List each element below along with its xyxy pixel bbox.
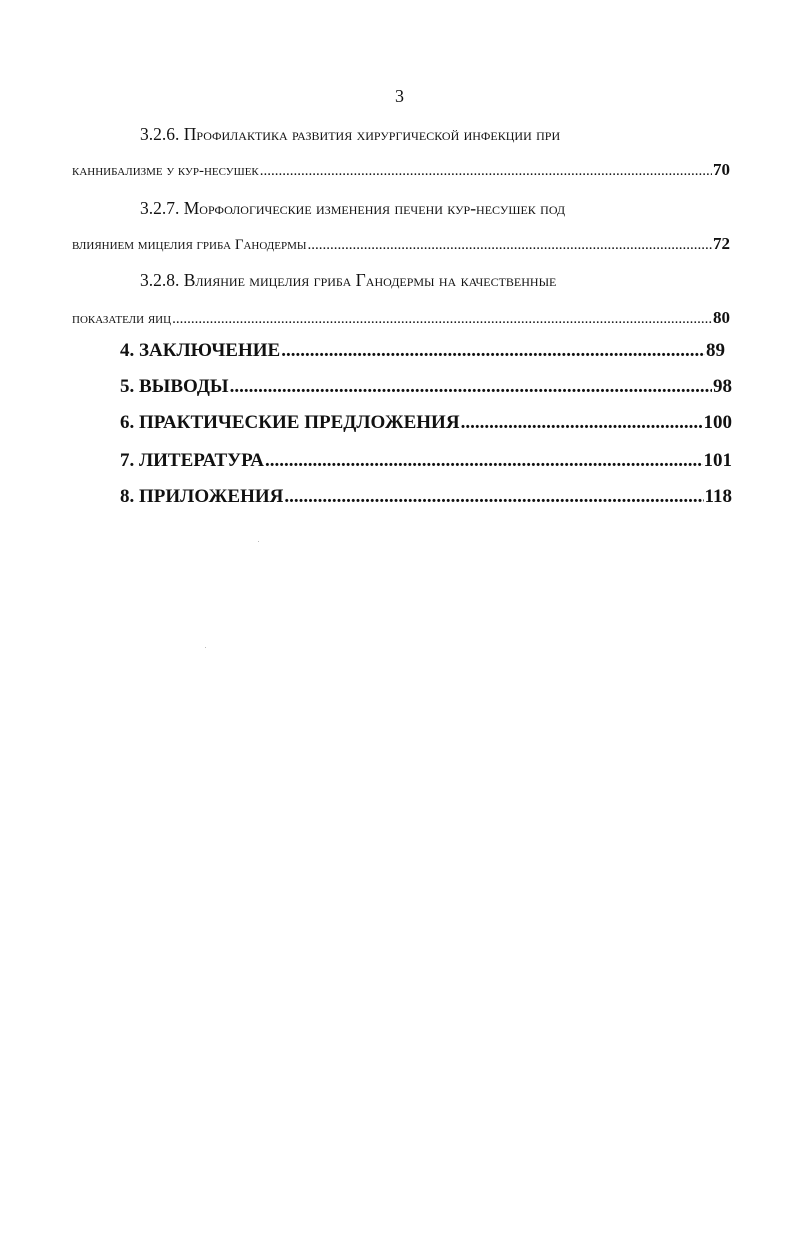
toc-main-entry-literature <box>120 450 732 472</box>
toc-entry-title-line2: показатели яиц <box>72 311 172 327</box>
toc-entry-3-2-7-continuation <box>72 234 730 254</box>
toc-entry-title-line1: Морфологические изменения печени кур-несушек под <box>183 198 566 218</box>
toc-main-entry-page: 100 <box>703 412 732 433</box>
toc-entry-title-line1: Профилактика развития хирургической инфекции при <box>183 124 561 144</box>
scan-speck <box>258 541 259 542</box>
toc-main-entry-label: 4. ЗАКЛЮЧЕНИЕ <box>120 340 281 361</box>
dot-leader <box>260 163 712 180</box>
toc-main-entry-page: 89 <box>706 340 725 361</box>
dot-leader <box>284 486 703 508</box>
toc-main-entry-appendices <box>120 486 732 508</box>
dot-leader <box>281 340 705 362</box>
toc-entry-number: 3.2.8. <box>140 270 180 290</box>
toc-entry-3-2-8-title <box>140 270 556 291</box>
toc-main-entry-conclusions <box>120 376 732 398</box>
dot-leader <box>265 450 702 472</box>
dot-leader <box>172 311 712 328</box>
toc-entry-page: 70 <box>713 160 730 179</box>
toc-entry-3-2-6-continuation <box>72 160 730 180</box>
toc-main-entry-label: 5. ВЫВОДЫ <box>120 376 229 397</box>
toc-main-entry-conclusion <box>120 340 725 362</box>
toc-entry-3-2-8-continuation <box>72 308 730 328</box>
dot-leader <box>461 412 703 434</box>
toc-entry-title-line1: Влияние мицелия гриба Ганодермы на качественные <box>183 270 557 290</box>
toc-main-entry-label: 7. ЛИТЕРАТУРА <box>120 450 265 471</box>
toc-main-entry-page: 101 <box>703 450 732 471</box>
toc-entry-page: 80 <box>713 308 730 327</box>
page-number: 3 <box>395 86 404 106</box>
toc-entry-title-line2: влиянием мицелия гриба Ганодермы <box>72 237 307 253</box>
toc-entry-3-2-6-title <box>140 124 560 145</box>
toc-entry-title-line2: каннибализме у кур-несушек <box>72 163 259 179</box>
dot-leader <box>230 376 712 398</box>
toc-main-entry-page: 118 <box>704 486 732 507</box>
dot-leader <box>308 237 713 254</box>
toc-main-entry-page: 98 <box>713 376 732 397</box>
toc-entry-3-2-7-title <box>140 198 565 219</box>
toc-main-entry-practical-proposals <box>120 412 732 434</box>
toc-main-entry-label: 6. ПРАКТИЧЕСКИЕ ПРЕДЛОЖЕНИЯ <box>120 412 460 433</box>
toc-entry-number: 3.2.7. <box>140 198 180 218</box>
scan-speck <box>205 647 206 648</box>
toc-entry-page: 72 <box>713 234 730 253</box>
toc-main-entry-label: 8. ПРИЛОЖЕНИЯ <box>120 486 284 507</box>
toc-entry-number: 3.2.6. <box>140 124 180 144</box>
